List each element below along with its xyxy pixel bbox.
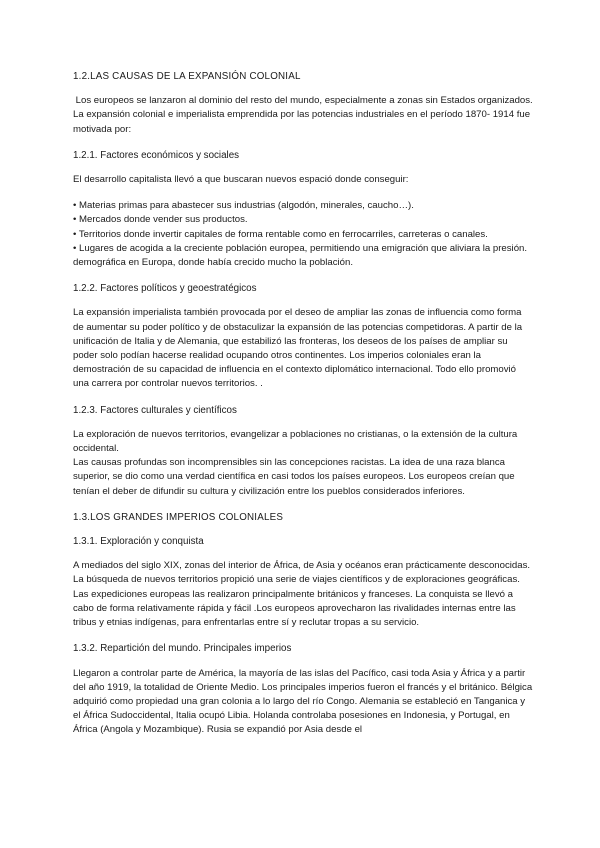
list-item: • Lugares de acogida a la creciente población europea, permitiendo una emigración que aliviara la presión. demográfica en Europa, donde había crecido mucho la población. [73,242,533,270]
section-heading: 1.2.LAS CAUSAS DE LA EXPANSIÓN COLONIAL [73,71,301,82]
document-body [73,70,536,738]
paragraph: El desarrollo capitalista llevó a que buscaran nuevos espació donde conseguir: [73,174,409,186]
paragraph: Llegaron a controlar parte de América, la mayoría de las islas del Pacífico, casi toda Asia y África y a partir del año 1919, la totalidad de Oriente Medio. Los principales imperios fueron el francés y el británico. Bélgica adquirió como propiedad una gran colonia a lo largo del río Congo. Alemania se estableció en Tanganica y el África Sudoccidental, Italia ocupó Libia. Holanda controlaba posesiones en Indonesia, y Portugal, en África (Angola y Mozambique). Rusia se expandió por Asia desde el [73,667,533,736]
subsection-heading: 1.2.3. Factores culturales y científicos [73,404,237,416]
paragraph: Las causas profundas son incomprensibles sin las concepciones racistas. La idea de una raza blanca superior, se dio como una verdad científica en casi todos los países europeos. Los europeos creían que tenían el deber de difundir su cultura y civilización entre los pueblos considerados inferiores. [73,457,515,497]
subsection-heading: 1.2.1. Factores económicos y sociales [73,149,240,161]
subsection-heading: 1.3.2. Repartición del mundo. Principales imperios [73,643,292,655]
paragraph: La expansión imperialista también provocada por el deseo de ampliar las zonas de influencia como forma de aumentar su poder político y de obstaculizar la expansión de las potencias competidoras. A partir de la unificación de Italia y de Alemania, que estabilizó las fronteras, los deseos de los países de ampliar su poder solo podían hacerse realidad ocupando otros continentes. Los imperios coloniales eran la demostración de su capacidad de influencia en el contexto diplomático internacional. Todo ello promovió una carrera por controlar nuevos territorios. . [73,307,523,390]
bullet-list [73,199,533,270]
subsection-heading: 1.2.2. Factores políticos y geoestratégicos [73,283,257,295]
paragraph: La exploración de nuevos territorios, evangelizar a poblaciones no cristianas, o la extensión de la cultura occidental. [73,428,518,455]
list-item: • Mercados donde vender sus productos. [73,213,533,227]
paragraph: A mediados del siglo XIX, zonas del interior de África, de Asia y océanos eran prácticamente desconocidas. La búsqueda de nuevos territorios propició una serie de viajes científicos y de exploraciones geográficas. Las expediciones europeas las realizaron principalmente británicos y franceses. La conquista se llevó a cabo de forma relativamente rápida y fácil .Los europeos aprovecharon las rivalidades internas entre las tribus y etnias indígenas, para enfrentarlas entre sí y reclutar tropas a su servicio. [73,560,531,629]
section-heading: 1.3.LOS GRANDES IMPERIOS COLONIALES [73,511,284,523]
list-item: • Materias primas para abastecer sus industrias (algodón, minerales, caucho…). [73,199,533,213]
subsection-heading: 1.3.1. Exploración y conquista [73,536,204,548]
list-item: • Territorios donde invertir capitales de forma rentable como en ferrocarriles, carreteras o canales. [73,228,533,242]
paragraph: Los europeos se lanzaron al dominio del resto del mundo, especialmente a zonas sin Estados organizados. La expansión colonial e imperialista emprendida por las potencias industriales en el período 1870- 1914 fue motivada por: [73,95,536,135]
